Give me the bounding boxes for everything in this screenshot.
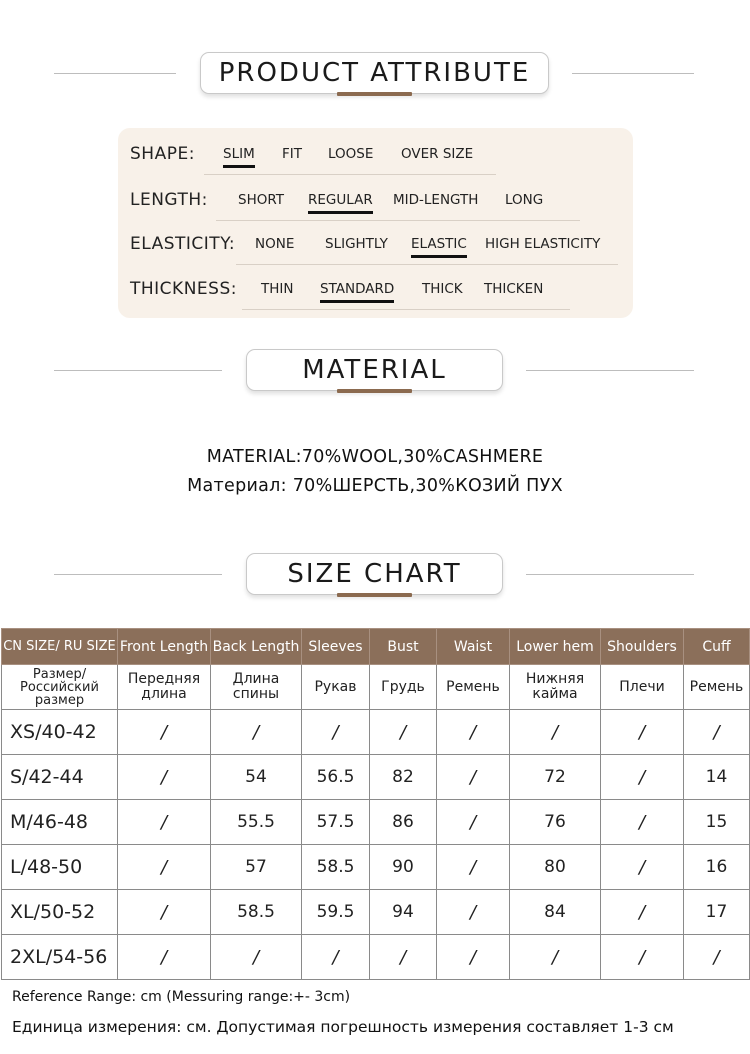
table-cell: 84 (510, 890, 601, 935)
section-title-size-chart (246, 553, 503, 595)
header-cell: Размер/ Российский размер (2, 665, 118, 710)
table-cell: / (370, 710, 437, 755)
attribute-underline (236, 264, 618, 265)
attribute-key: SHAPE: (130, 144, 195, 164)
table-cell: 56.5 (302, 755, 370, 800)
attribute-option: LOOSE (328, 146, 374, 162)
attribute-underline (242, 309, 570, 310)
material-en: MATERIAL:70%WOOL,30%CASHMERE (206, 447, 544, 467)
divider-right (526, 574, 694, 575)
table-cell: / (601, 890, 684, 935)
header-cell: Длина спины (211, 665, 302, 710)
divider-left (54, 574, 222, 575)
table-cell: / (510, 935, 601, 980)
table-cell: 17 (684, 890, 750, 935)
attribute-option: THICKEN (484, 281, 544, 297)
table-cell: / (437, 845, 510, 890)
table-cell: / (601, 845, 684, 890)
table-cell: / (437, 710, 510, 755)
size-label-cell: XS/40-42 (2, 710, 118, 755)
table-cell: 72 (510, 755, 601, 800)
size-label-cell: 2XL/54-56 (2, 935, 118, 980)
attribute-underline (204, 174, 496, 175)
header-cell: Sleeves (302, 629, 370, 665)
header-cell: Грудь (370, 665, 437, 710)
size-label-cell: M/46-48 (2, 800, 118, 845)
table-cell: / (302, 710, 370, 755)
table-header-row-en (2, 629, 750, 665)
table-cell: / (437, 755, 510, 800)
attribute-key: LENGTH: (130, 190, 208, 210)
table-cell: 16 (684, 845, 750, 890)
section-title-attribute (200, 52, 549, 94)
table-cell: / (437, 935, 510, 980)
table-cell: / (601, 935, 684, 980)
table-row (2, 710, 750, 755)
table-cell: / (211, 710, 302, 755)
header-cell: Рукав (302, 665, 370, 710)
table-cell: / (510, 710, 601, 755)
attribute-option: THIN (261, 281, 294, 297)
attribute-option: NONE (255, 236, 295, 252)
header-cell: Передняя длина (118, 665, 211, 710)
attribute-row-thickness (118, 275, 633, 305)
table-cell: 14 (684, 755, 750, 800)
attribute-option: SHORT (238, 192, 284, 208)
table-cell: 58.5 (211, 890, 302, 935)
attribute-option: STANDARD (320, 281, 395, 297)
divider-left (54, 73, 176, 74)
attribute-option: MID-LENGTH (393, 192, 479, 208)
table-row (2, 890, 750, 935)
title-accent-bar (337, 593, 412, 597)
material-ru: Материал: 70%ШЕРСТЬ,30%КОЗИЙ ПУХ (187, 476, 563, 496)
size-chart-table (1, 628, 750, 980)
header-cell: CN SIZE/ RU SIZE (2, 629, 118, 665)
size-label-cell: S/42-44 (2, 755, 118, 800)
reference-range-en: Reference Range: cm (Messuring range:+- 3cm) (12, 989, 351, 1005)
size-label-cell: XL/50-52 (2, 890, 118, 935)
table-cell: 80 (510, 845, 601, 890)
reference-range-ru: Единица измерения: см. Допустимая погрешность измерения составляет 1-3 см (12, 1018, 674, 1036)
attribute-option: REGULAR (308, 192, 373, 208)
attribute-option: SLIGHTLY (325, 236, 388, 252)
table-cell: 82 (370, 755, 437, 800)
table-cell: / (118, 845, 211, 890)
table-cell: / (601, 755, 684, 800)
section-title-material (246, 349, 503, 391)
table-cell: / (437, 890, 510, 935)
attribute-option: ELASTIC (411, 236, 467, 252)
attribute-row-length (118, 186, 633, 216)
attribute-option: HIGH ELASTICITY (485, 236, 601, 252)
attribute-option: LONG (505, 192, 544, 208)
table-cell: / (684, 935, 750, 980)
table-cell: 76 (510, 800, 601, 845)
table-cell: / (437, 800, 510, 845)
header-cell: Front Length (118, 629, 211, 665)
title-accent-bar (337, 92, 412, 96)
attribute-key: THICKNESS: (130, 279, 237, 299)
table-cell: 57 (211, 845, 302, 890)
table-cell: / (118, 755, 211, 800)
attribute-row-elasticity (118, 230, 633, 260)
table-cell: / (118, 935, 211, 980)
table-header-row-ru (2, 665, 750, 710)
table-row (2, 800, 750, 845)
header-cell: Back Length (211, 629, 302, 665)
divider-right (572, 73, 694, 74)
divider-right (526, 370, 694, 371)
attribute-option: THICK (422, 281, 463, 297)
divider-left (54, 370, 222, 371)
table-cell: / (370, 935, 437, 980)
attribute-key: ELASTICITY: (130, 234, 236, 254)
attribute-option: FIT (282, 146, 302, 162)
header-cell: Плечи (601, 665, 684, 710)
table-cell: / (211, 935, 302, 980)
header-cell: Waist (437, 629, 510, 665)
title-accent-bar (337, 389, 412, 393)
table-cell: 86 (370, 800, 437, 845)
table-cell: 94 (370, 890, 437, 935)
table-cell: / (601, 800, 684, 845)
table-cell: / (118, 800, 211, 845)
table-cell: 15 (684, 800, 750, 845)
table-cell: / (118, 890, 211, 935)
header-cell: Ремень (684, 665, 750, 710)
section-title-material-text: MATERIAL (302, 355, 447, 385)
table-cell: 58.5 (302, 845, 370, 890)
table-cell: / (601, 710, 684, 755)
header-cell: Bust (370, 629, 437, 665)
attribute-option: OVER SIZE (401, 146, 474, 162)
attribute-panel (118, 128, 633, 318)
table-cell: / (302, 935, 370, 980)
header-cell: Shoulders (601, 629, 684, 665)
attribute-option: SLIM (223, 146, 255, 162)
table-cell: / (118, 710, 211, 755)
header-cell: Cuff (684, 629, 750, 665)
section-title-size-chart-text: SIZE CHART (287, 559, 462, 589)
table-row (2, 755, 750, 800)
table-row (2, 935, 750, 980)
header-cell: Lower hem (510, 629, 601, 665)
table-cell: / (684, 710, 750, 755)
table-row (2, 845, 750, 890)
attribute-underline (216, 220, 580, 221)
table-cell: 55.5 (211, 800, 302, 845)
table-cell: 57.5 (302, 800, 370, 845)
table-cell: 59.5 (302, 890, 370, 935)
table-cell: 90 (370, 845, 437, 890)
section-title-attribute-text: PRODUCT ATTRIBUTE (218, 58, 531, 88)
header-cell: Нижняя кайма (510, 665, 601, 710)
size-label-cell: L/48-50 (2, 845, 118, 890)
attribute-row-shape (118, 140, 633, 170)
table-cell: 54 (211, 755, 302, 800)
header-cell: Ремень (437, 665, 510, 710)
